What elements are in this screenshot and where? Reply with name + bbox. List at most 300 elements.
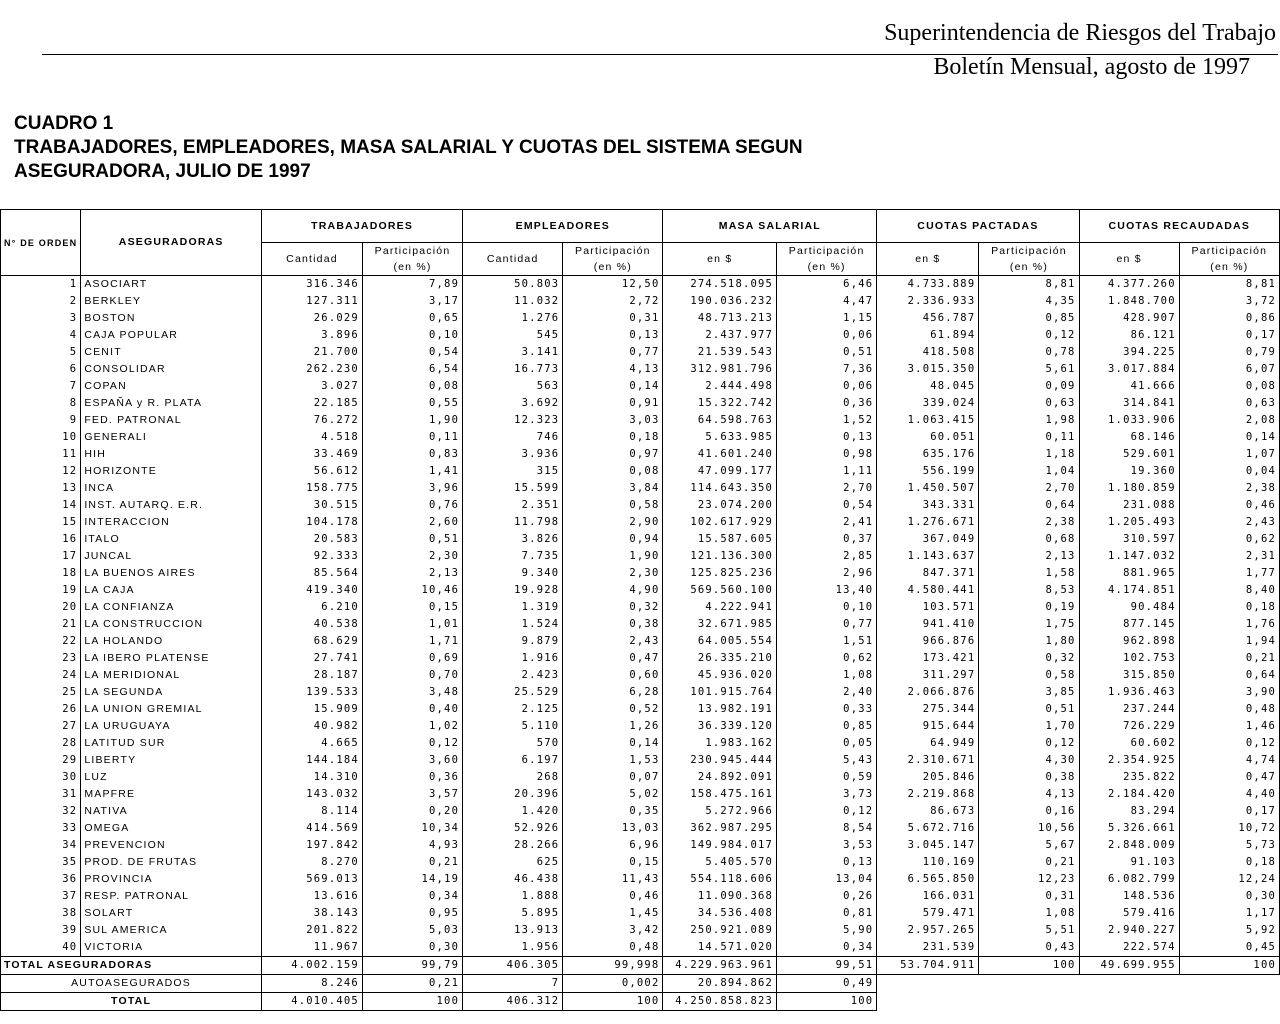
table-cell: 635.176 [877, 446, 979, 463]
table-cell: 2,85 [777, 548, 877, 565]
table-cell: 0,63 [979, 395, 1079, 412]
table-cell: 3,48 [362, 684, 462, 701]
table-cell: 0,59 [777, 769, 877, 786]
row-number: 24 [1, 667, 81, 684]
sub-en-pct: (en %) [807, 261, 846, 273]
table-cell: 5,73 [1179, 837, 1279, 854]
sub-cantidad: Cantidad [262, 243, 363, 276]
table-cell: 1.033.906 [1079, 412, 1179, 429]
sub-en-pct: (en %) [1210, 261, 1249, 273]
row-number: 30 [1, 769, 81, 786]
table-row [1, 412, 1280, 429]
table-cell: 3,53 [777, 837, 877, 854]
table-cell: 3,60 [362, 752, 462, 769]
table-row [1, 565, 1280, 582]
insurer-name: LIBERTY [81, 752, 262, 769]
table-cell: 6.197 [463, 752, 563, 769]
row-number: 17 [1, 548, 81, 565]
table-cell: 0,77 [777, 616, 877, 633]
header-rule [42, 54, 1278, 55]
table-cell: 554.118.606 [663, 871, 777, 888]
table-cell: 6.565.850 [877, 871, 979, 888]
table-cell: 0,06 [777, 378, 877, 395]
row-number: 32 [1, 803, 81, 820]
table-cell: 0,81 [777, 905, 877, 922]
table-cell: 15.587.605 [663, 531, 777, 548]
insurer-name: JUNCAL [81, 548, 262, 565]
empty-cell [877, 975, 979, 993]
insurer-name: LATITUD SUR [81, 735, 262, 752]
table-cell: 28.187 [262, 667, 363, 684]
table-cell: 64.005.554 [663, 633, 777, 650]
table-cell: 1,77 [1179, 565, 1279, 582]
insurer-name: LA IBERO PLATENSE [81, 650, 262, 667]
table-cell: 14,19 [362, 871, 462, 888]
table-row [1, 888, 1280, 905]
table-cell: 10,56 [979, 820, 1079, 837]
total-cell: 49.699.955 [1079, 957, 1179, 975]
table-cell: 0,04 [1179, 463, 1279, 480]
table-cell: 16.773 [463, 361, 563, 378]
table-cell: 20.583 [262, 531, 363, 548]
table-cell: 0,64 [1179, 667, 1279, 684]
row-number: 26 [1, 701, 81, 718]
table-cell: 8,54 [777, 820, 877, 837]
table-cell: 166.031 [877, 888, 979, 905]
table-cell: 4,90 [563, 582, 663, 599]
table-row [1, 395, 1280, 412]
table-cell: 0,11 [362, 429, 462, 446]
insurer-name: MAPFRE [81, 786, 262, 803]
table-cell: 48.713.213 [663, 310, 777, 327]
table-cell: 3,17 [362, 293, 462, 310]
table-cell: 12.323 [463, 412, 563, 429]
table-cell: 428.907 [1079, 310, 1179, 327]
insurer-name: LA BUENOS AIRES [81, 565, 262, 582]
table-cell: 1,70 [979, 718, 1079, 735]
table-cell: 28.266 [463, 837, 563, 854]
table-cell: 4.377.260 [1079, 276, 1179, 294]
table-cell: 102.617.929 [663, 514, 777, 531]
table-cell: 144.184 [262, 752, 363, 769]
table-cell: 0,55 [362, 395, 462, 412]
table-cell: 0,83 [362, 446, 462, 463]
table-cell: 0,30 [1179, 888, 1279, 905]
table-cell: 1.450.507 [877, 480, 979, 497]
table-row [1, 939, 1280, 957]
sub-participacion [777, 243, 877, 276]
table-cell: 38.143 [262, 905, 363, 922]
table-cell: 15.599 [463, 480, 563, 497]
data-table [0, 209, 1280, 1011]
table-cell: 2,96 [777, 565, 877, 582]
group-trabajadores: TRABAJADORES [262, 210, 463, 243]
table-cell: 0,14 [563, 735, 663, 752]
insurer-name: SUL AMERICA [81, 922, 262, 939]
table-cell: 419.340 [262, 582, 363, 599]
table-row [1, 446, 1280, 463]
table-cell: 3.015.350 [877, 361, 979, 378]
table-cell: 0,18 [563, 429, 663, 446]
row-number: 38 [1, 905, 81, 922]
table-cell: 2,08 [1179, 412, 1279, 429]
table-cell: 5.110 [463, 718, 563, 735]
table-cell: 1,11 [777, 463, 877, 480]
insurer-name: BOSTON [81, 310, 262, 327]
table-cell: 76.272 [262, 412, 363, 429]
table-cell: 1,46 [1179, 718, 1279, 735]
table-row [1, 293, 1280, 310]
table-cell: 414.569 [262, 820, 363, 837]
table-row [1, 497, 1280, 514]
table-cell: 579.416 [1079, 905, 1179, 922]
insurer-name: VICTORIA [81, 939, 262, 957]
table-cell: 0,19 [979, 599, 1079, 616]
table-cell: 0,40 [362, 701, 462, 718]
table-cell: 1,71 [362, 633, 462, 650]
table-cell: 148.536 [1079, 888, 1179, 905]
table-cell: 90.484 [1079, 599, 1179, 616]
table-cell: 0,43 [979, 939, 1079, 957]
table-cell: 1,80 [979, 633, 1079, 650]
table-cell: 0,94 [563, 531, 663, 548]
table-cell: 456.787 [877, 310, 979, 327]
table-cell: 3.027 [262, 378, 363, 395]
insurer-name: LA CONFIANZA [81, 599, 262, 616]
table-cell: 3,90 [1179, 684, 1279, 701]
row-number: 3 [1, 310, 81, 327]
table-cell: 2,41 [777, 514, 877, 531]
row-number: 28 [1, 735, 81, 752]
sub-participacion-label: Participación [1191, 245, 1268, 257]
table-cell: 47.099.177 [663, 463, 777, 480]
table-cell: 2,72 [563, 293, 663, 310]
total-row-label: TOTAL [1, 993, 262, 1011]
table-cell: 0,11 [979, 429, 1079, 446]
table-cell: 0,65 [362, 310, 462, 327]
table-cell: 0,21 [362, 854, 462, 871]
table-cell: 4.518 [262, 429, 363, 446]
header-bulletin: Boletín Mensual, agosto de 1997 [933, 54, 1250, 80]
table-cell: 86.121 [1079, 327, 1179, 344]
table-cell: 139.533 [262, 684, 363, 701]
table-cell: 68.146 [1079, 429, 1179, 446]
table-cell: 56.612 [262, 463, 363, 480]
total-cell: 0,49 [777, 975, 877, 993]
insurer-name: PROD. DE FRUTAS [81, 854, 262, 871]
table-cell: 50.803 [463, 276, 563, 294]
table-cell: 3,57 [362, 786, 462, 803]
table-cell: 30.515 [262, 497, 363, 514]
table-cell: 0,13 [563, 327, 663, 344]
insurer-name: GENERALI [81, 429, 262, 446]
table-cell: 3.045.147 [877, 837, 979, 854]
table-cell: 91.103 [1079, 854, 1179, 871]
insurer-name: PREVENCION [81, 837, 262, 854]
table-cell: 1.420 [463, 803, 563, 820]
table-cell: 0,69 [362, 650, 462, 667]
table-cell: 10,46 [362, 582, 462, 599]
table-row [1, 871, 1280, 888]
table-cell: 83.294 [1079, 803, 1179, 820]
table-cell: 0,18 [1179, 854, 1279, 871]
table-cell: 0,16 [979, 803, 1079, 820]
table-cell: 2.848.009 [1079, 837, 1179, 854]
table-cell: 64.949 [877, 735, 979, 752]
insurer-name: LA HOLANDO [81, 633, 262, 650]
table-cell: 13,04 [777, 871, 877, 888]
table-cell: 5.405.570 [663, 854, 777, 871]
total-cell: 4.250.858.823 [663, 993, 777, 1011]
table-cell: 4.665 [262, 735, 363, 752]
table-cell: 230.945.444 [663, 752, 777, 769]
insurer-name: HORIZONTE [81, 463, 262, 480]
total-cell: 20.894.862 [663, 975, 777, 993]
row-number: 2 [1, 293, 81, 310]
table-cell: 8.114 [262, 803, 363, 820]
table-cell: 0,95 [362, 905, 462, 922]
sub-en-pct: (en %) [1009, 261, 1049, 273]
table-cell: 1.205.493 [1079, 514, 1179, 531]
table-cell: 0,07 [563, 769, 663, 786]
table-cell: 40.538 [262, 616, 363, 633]
insurer-name: LA URUGUAYA [81, 718, 262, 735]
table-cell: 158.475.161 [663, 786, 777, 803]
table-cell: 4,35 [979, 293, 1079, 310]
table-row [1, 684, 1280, 701]
table-cell: 0,09 [979, 378, 1079, 395]
table-cell: 1,08 [979, 905, 1079, 922]
table-cell: 235.822 [1079, 769, 1179, 786]
table-cell: 2,90 [563, 514, 663, 531]
table-cell: 262.230 [262, 361, 363, 378]
header-orden: N° DE ORDEN [1, 210, 81, 276]
table-cell: 11.967 [262, 939, 363, 957]
table-cell: 2,13 [979, 548, 1079, 565]
sub-cantidad: Cantidad [463, 243, 563, 276]
table-cell: 231.539 [877, 939, 979, 957]
table-cell: 13.982.191 [663, 701, 777, 718]
table-cell: 61.894 [877, 327, 979, 344]
page-title [14, 112, 803, 184]
row-number: 15 [1, 514, 81, 531]
row-number: 16 [1, 531, 81, 548]
table-row [1, 548, 1280, 565]
table-cell: 4.580.441 [877, 582, 979, 599]
row-number: 8 [1, 395, 81, 412]
table-cell: 4,30 [979, 752, 1079, 769]
table-cell: 367.049 [877, 531, 979, 548]
table-cell: 0,14 [1179, 429, 1279, 446]
table-cell: 7.735 [463, 548, 563, 565]
table-cell: 3.692 [463, 395, 563, 412]
table-cell: 2,70 [979, 480, 1079, 497]
table-cell: 1.956 [463, 939, 563, 957]
table-cell: 64.598.763 [663, 412, 777, 429]
table-cell: 6.210 [262, 599, 363, 616]
table-cell: 0,06 [777, 327, 877, 344]
table-cell: 274.518.095 [663, 276, 777, 294]
table-cell: 343.331 [877, 497, 979, 514]
row-number: 14 [1, 497, 81, 514]
table-cell: 1,41 [362, 463, 462, 480]
table-cell: 5,03 [362, 922, 462, 939]
table-cell: 60.602 [1079, 735, 1179, 752]
table-cell: 8.270 [262, 854, 363, 871]
table-cell: 5.272.966 [663, 803, 777, 820]
table-cell: 0,58 [563, 497, 663, 514]
table-cell: 7,36 [777, 361, 877, 378]
sub-en-pct: (en %) [393, 261, 432, 273]
insurer-name: LA MERIDIONAL [81, 667, 262, 684]
table-row [1, 429, 1280, 446]
empty-cell [979, 993, 1079, 1011]
group-empleadores: EMPLEADORES [463, 210, 663, 243]
total-cell: 7 [463, 975, 563, 993]
insurer-name: ESPAÑA y R. PLATA [81, 395, 262, 412]
table-cell: 2.354.925 [1079, 752, 1179, 769]
table-cell: 2.310.671 [877, 752, 979, 769]
table-row [1, 344, 1280, 361]
table-row [1, 650, 1280, 667]
total-cell: 8.246 [262, 975, 363, 993]
table-cell: 8,53 [979, 582, 1079, 599]
insurer-name: BERKLEY [81, 293, 262, 310]
autoasegurados-row-label: AUTOASEGURADOS [1, 975, 262, 993]
table-cell: 231.088 [1079, 497, 1179, 514]
table-cell: 0,46 [563, 888, 663, 905]
total-cell: 53.704.911 [877, 957, 979, 975]
sub-participacion [1179, 243, 1279, 276]
table-cell: 0,68 [979, 531, 1079, 548]
table-cell: 1.063.415 [877, 412, 979, 429]
table-cell: 1,98 [979, 412, 1079, 429]
table-cell: 0,48 [563, 939, 663, 957]
table-cell: 32.671.985 [663, 616, 777, 633]
empty-cell [979, 975, 1079, 993]
group-masa-salarial: MASA SALARIAL [663, 210, 877, 243]
table-cell: 4,13 [563, 361, 663, 378]
table-cell: 1,76 [1179, 616, 1279, 633]
insurer-name: LA UNION GREMIAL [81, 701, 262, 718]
table-cell: 1,51 [777, 633, 877, 650]
sub-participacion-label: Participación [788, 245, 865, 257]
table-cell: 8,40 [1179, 582, 1279, 599]
table-row [1, 633, 1280, 650]
table-cell: 418.508 [877, 344, 979, 361]
insurer-name: CAJA POPULAR [81, 327, 262, 344]
row-number: 33 [1, 820, 81, 837]
table-cell: 0,35 [563, 803, 663, 820]
table-cell: 941.410 [877, 616, 979, 633]
table-cell: 268 [463, 769, 563, 786]
table-cell: 0,76 [362, 497, 462, 514]
table-cell: 149.984.017 [663, 837, 777, 854]
insurer-name: INST. AUTARQ. E.R. [81, 497, 262, 514]
table-cell: 3.896 [262, 327, 363, 344]
table-cell: 4,13 [979, 786, 1079, 803]
table-row [1, 327, 1280, 344]
table-cell: 2.184.420 [1079, 786, 1179, 803]
table-cell: 6,07 [1179, 361, 1279, 378]
table-cell: 143.032 [262, 786, 363, 803]
table-cell: 24.892.091 [663, 769, 777, 786]
table-cell: 0,51 [362, 531, 462, 548]
table-cell: 0,08 [362, 378, 462, 395]
table-cell: 0,46 [1179, 497, 1279, 514]
table-cell: 20.396 [463, 786, 563, 803]
table-cell: 315.850 [1079, 667, 1179, 684]
row-number: 36 [1, 871, 81, 888]
table-cell: 563 [463, 378, 563, 395]
table-cell: 3.826 [463, 531, 563, 548]
table-cell: 10,72 [1179, 820, 1279, 837]
table-cell: 6.082.799 [1079, 871, 1179, 888]
table-cell: 569.560.100 [663, 582, 777, 599]
table-cell: 0,15 [362, 599, 462, 616]
table-cell: 0,54 [362, 344, 462, 361]
table-cell: 2.957.265 [877, 922, 979, 939]
table-cell: 1.983.162 [663, 735, 777, 752]
table-cell: 0,12 [362, 735, 462, 752]
table-cell: 1.524 [463, 616, 563, 633]
table-cell: 4.222.941 [663, 599, 777, 616]
table-cell: 0,31 [979, 888, 1079, 905]
table-cell: 0,31 [563, 310, 663, 327]
table-cell: 0,52 [563, 701, 663, 718]
title-line-3: ASEGURADORA, JULIO DE 1997 [14, 161, 311, 182]
table-cell: 1.319 [463, 599, 563, 616]
table-cell: 125.825.236 [663, 565, 777, 582]
insurer-name: NATIVA [81, 803, 262, 820]
table-cell: 13.616 [262, 888, 363, 905]
table-cell: 275.344 [877, 701, 979, 718]
table-cell: 34.536.408 [663, 905, 777, 922]
table-cell: 9.340 [463, 565, 563, 582]
table-cell: 5,43 [777, 752, 877, 769]
table-cell: 915.644 [877, 718, 979, 735]
table-cell: 14.310 [262, 769, 363, 786]
table-cell: 4,93 [362, 837, 462, 854]
total-aseguradoras-row [1, 957, 1280, 975]
insurer-name: LA CONSTRUCCION [81, 616, 262, 633]
table-cell: 2,30 [563, 565, 663, 582]
row-number: 31 [1, 786, 81, 803]
table-cell: 0,13 [777, 854, 877, 871]
row-number: 29 [1, 752, 81, 769]
table-cell: 4,74 [1179, 752, 1279, 769]
table-cell: 1.916 [463, 650, 563, 667]
table-cell: 5,90 [777, 922, 877, 939]
table-cell: 2,60 [362, 514, 462, 531]
table-cell: 3.141 [463, 344, 563, 361]
table-row [1, 701, 1280, 718]
row-number: 27 [1, 718, 81, 735]
table-row [1, 803, 1280, 820]
table-cell: 12,23 [979, 871, 1079, 888]
table-cell: 4.733.889 [877, 276, 979, 294]
table-cell: 68.629 [262, 633, 363, 650]
table-cell: 579.471 [877, 905, 979, 922]
table-cell: 11.090.368 [663, 888, 777, 905]
table-cell: 0,51 [777, 344, 877, 361]
table-cell: 173.421 [877, 650, 979, 667]
title-line-2: TRABAJADORES, EMPLEADORES, MASA SALARIAL Y CUOTAS DEL SISTEMA SEGUN [14, 137, 803, 158]
row-number: 22 [1, 633, 81, 650]
header-org: Superintendencia de Riesgos del Trabajo [884, 20, 1276, 46]
table-cell: 0,10 [777, 599, 877, 616]
table-cell: 0,36 [362, 769, 462, 786]
